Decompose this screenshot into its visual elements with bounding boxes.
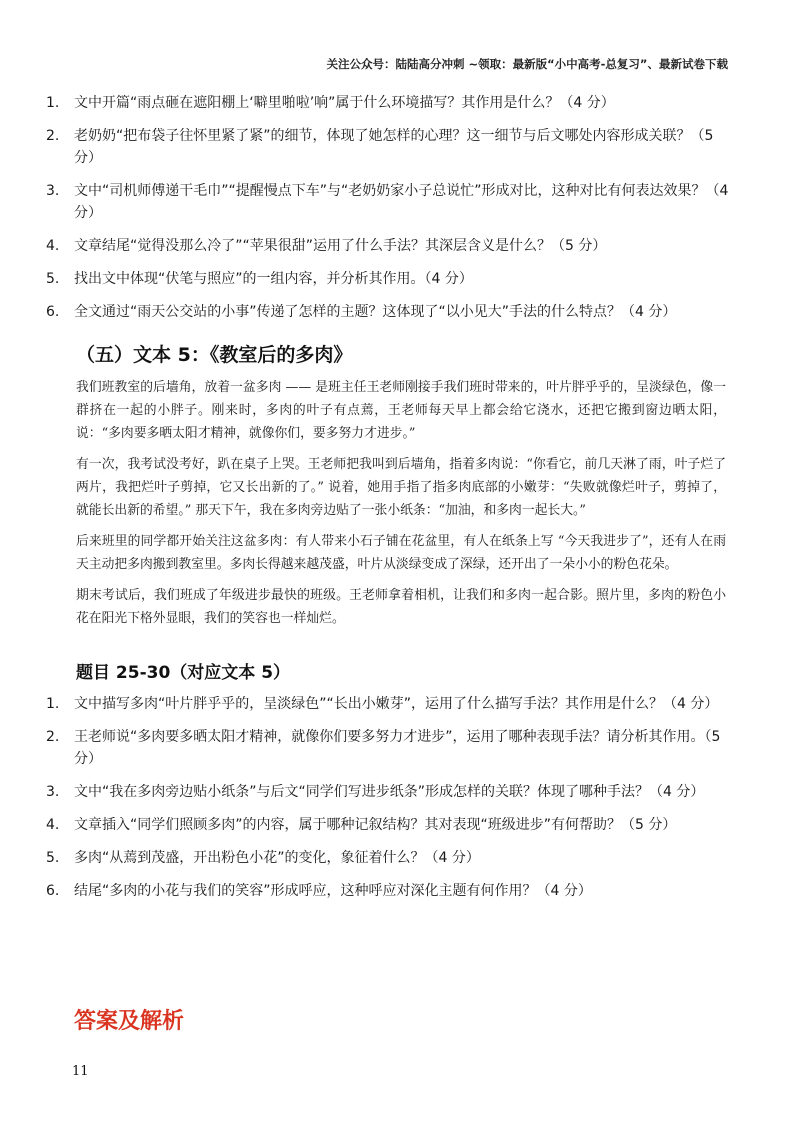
question-item [46, 847, 736, 869]
question-text: 王老师说“多肉要多晒太阳才精神，就像你们要多努力才进步”，运用了哪种表现手法？请分析其作用。（5 分） [74, 729, 721, 767]
question-text: 老奶奶“把布袋子往怀里紧了紧”的细节，体现了她怎样的心理？这一细节与后文哪处内容形成关联？（5 分） [74, 128, 714, 166]
question-item [46, 693, 736, 715]
question-number: 5. [46, 850, 60, 866]
question-item [46, 268, 736, 290]
passage-text [76, 376, 726, 638]
question-number: 3. [46, 784, 60, 800]
question-list-top [46, 92, 736, 334]
question-list-bottom [46, 693, 736, 913]
passage-paragraph: 期末考试后，我们班成了年级进步最快的班级。王老师拿着相机，让我们和多肉一起合影。照片里，多肉的粉色小花在阳光下格外显眼，我们的笑容也一样灿烂。 [76, 588, 726, 626]
question-number: 4. [46, 817, 60, 833]
question-item [46, 301, 736, 323]
question-number: 6. [46, 883, 60, 899]
question-text: 多肉“从蔫到茂盛，开出粉色小花”的变化，象征着什么？（4 分） [74, 850, 480, 866]
question-number: 1. [46, 696, 60, 712]
passage-paragraph: 我们班教室的后墙角，放着一盆多肉 —— 是班主任王老师刚接手我们班时带来的，叶片胖乎乎的，呈淡绿色，像一群挤在一起的小胖子。刚来时，多肉的叶子有点蔫，王老师每天早上都会给它浇水，还把它搬到窗边晒太阳，说：“多肉要多晒太阳才精神，就像你们，要多努力才进步。” [76, 380, 726, 441]
question-number: 3. [46, 183, 60, 199]
question-item [46, 726, 736, 770]
question-number: 4. [46, 238, 60, 254]
passage-paragraph: 有一次，我考试没考好，趴在桌子上哭。王老师把我叫到后墙角，指着多肉说：“你看它，前几天淋了雨，叶子烂了两片，我把烂叶子剪掉，它又长出新的了。” 说着，她用手指了指多肉底部的小嫩芽：“失败就像烂叶子，剪掉了，就能长出新的希望。” 那天下午，我在多肉旁边贴了一张小纸条：“加油，和多肉一起长大。” [76, 457, 726, 518]
question-item [46, 781, 736, 803]
question-text: 文章结尾“觉得没那么冷了”“苹果很甜”运用了什么手法？其深层含义是什么？（5 分） [74, 238, 607, 254]
question-number: 5. [46, 271, 60, 287]
question-text: 结尾“多肉的小花与我们的笑容”形成呼应，这种呼应对深化主题有何作用？（4 分） [74, 883, 592, 899]
question-item [46, 180, 736, 224]
answer-section-title: 答案及解析 [74, 1009, 185, 1034]
section-title: （五）文本 5：《教室后的多肉》 [76, 344, 353, 366]
question-text: 找出文中体现“伏笔与照应”的一组内容，并分析其作用。（4 分） [74, 271, 473, 287]
passage-paragraph: 后来班里的同学都开始关注这盆多肉：有人带来小石子铺在花盆里，有人在纸条上写 “今天我进步了”，还有人在雨天主动把多肉搬到教室里。多肉长得越来越茂盛，叶片从淡绿变成了深绿，还开出了一朵小小的粉色花朵。 [76, 534, 726, 572]
question-text: 文中“司机师傅递干毛巾”“提醒慢点下车”与“老奶奶家小子总说忙”形成对比，这种对比有何表达效果？（4 分） [74, 183, 729, 221]
question-group-heading: 题目 25-30（对应文本 5） [76, 663, 291, 683]
question-text: 全文通过“雨天公交站的小事”传递了怎样的主题？这体现了“以小见大”手法的什么特点？（4 分） [74, 304, 677, 320]
question-number: 6. [46, 304, 60, 320]
question-item [46, 880, 736, 902]
question-number: 2. [46, 128, 60, 144]
question-number: 2. [46, 729, 60, 745]
page-number: 11 [72, 1064, 89, 1079]
question-item [46, 814, 736, 836]
question-text: 文中开篇“雨点砸在遮阳棚上‘噼里啪啦’响”属于什么环境描写？其作用是什么？（4 分） [74, 95, 615, 111]
question-item [46, 125, 736, 169]
page-header: 关注公众号：陆陆高分冲刺 ~领取：最新版“小中高考-总复习”、最新试卷下载 [326, 57, 728, 71]
question-text: 文中“我在多肉旁边贴小纸条”与后文“同学们写进步纸条”形成怎样的关联？体现了哪种手法？（4 分） [74, 784, 705, 800]
question-item [46, 92, 736, 114]
question-text: 文中描写多肉“叶片胖乎乎的，呈淡绿色”“长出小嫩芽”，运用了什么描写手法？其作用是什么？（4 分） [74, 696, 719, 712]
question-number: 1. [46, 95, 60, 111]
question-item [46, 235, 736, 257]
question-text: 文章插入“同学们照顾多肉”的内容，属于哪种记叙结构？其对表现“班级进步”有何帮助？（5 分） [74, 817, 677, 833]
